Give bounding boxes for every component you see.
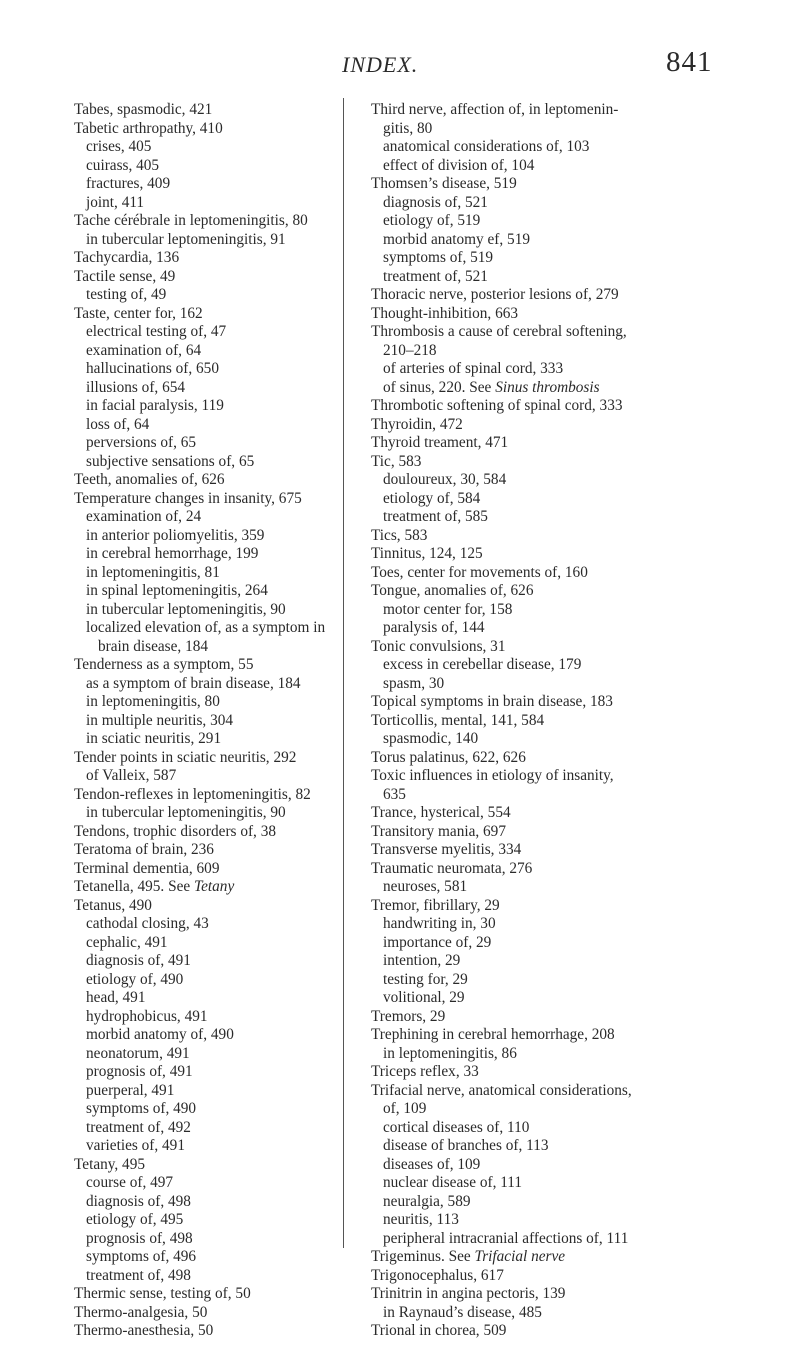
index-entry (371, 897, 731, 916)
index-entry (74, 1230, 364, 1249)
index-entry (74, 601, 364, 620)
index-entry-text: symptoms of, 490 (86, 1100, 197, 1117)
index-entry-text: Tenderness as a symptom, 55 (74, 656, 254, 673)
index-entry (371, 1174, 731, 1193)
index-entry-text: Thermic sense, testing of, 50 (74, 1285, 251, 1302)
index-entry (74, 1156, 364, 1175)
index-entry (371, 379, 731, 398)
index-entry-text: 635 (383, 785, 406, 803)
index-entry-text: perversions of, 65 (86, 434, 197, 451)
index-entry (371, 157, 731, 176)
page-header (0, 46, 800, 86)
index-entry (74, 416, 364, 435)
index-entry-text: treatment of, 585 (383, 508, 488, 525)
page-number: 841 (666, 46, 713, 78)
index-entry (74, 989, 364, 1008)
index-entry-text: joint, 411 (86, 193, 145, 211)
index-entry-text: nuclear disease of, 111 (383, 1174, 523, 1191)
index-entry (74, 675, 364, 694)
index-entry-text: Temperature changes in insanity, 675 (74, 489, 302, 507)
index-cross-reference: Trifacial nerve (474, 1248, 566, 1265)
index-entry-text: Trifacial nerve, anatomical considerations, (371, 1081, 632, 1099)
index-entry-text: Tetanus, 490 (74, 896, 152, 914)
index-entry (74, 360, 364, 379)
index-entry (371, 268, 731, 287)
index-entry (371, 619, 731, 638)
running-title: INDEX. (342, 52, 419, 77)
index-entry-text: hydrophobicus, 491 (86, 1007, 208, 1025)
index-entry-text: morbid anatomy of, 490 (86, 1026, 234, 1043)
index-entry (74, 1193, 364, 1212)
index-entry-text: treatment of, 492 (86, 1118, 191, 1136)
index-entry-text: anatomical considerations of, 103 (383, 138, 590, 155)
index-entry (371, 1100, 731, 1119)
index-entry-text: prognosis of, 498 (86, 1229, 193, 1247)
index-entry-text: Thomsen’s disease, 519 (371, 175, 517, 192)
index-entry-text: Torus palatinus, 622, 626 (371, 748, 526, 766)
index-entry (74, 656, 364, 675)
index-entry (74, 138, 364, 157)
index-entry (74, 1304, 364, 1323)
index-entry-text: Tremor, fibrillary, 29 (371, 896, 500, 914)
index-entry (74, 952, 364, 971)
index-entry (74, 1285, 364, 1304)
index-entry-text: Topical symptoms in brain disease, 183 (371, 693, 613, 710)
index-entry-text: in spinal leptomeningitis, 264 (86, 582, 268, 599)
index-entry (74, 841, 364, 860)
index-entry-text: puerperal, 491 (86, 1081, 175, 1099)
index-entry-text: of arteries of spinal cord, 333 (383, 360, 564, 377)
index-entry (371, 1026, 731, 1045)
index-entry-text: head, 491 (86, 989, 146, 1006)
index-entry-text: testing for, 29 (383, 970, 468, 988)
index-entry-text: fractures, 409 (86, 175, 171, 192)
index-entry-text: motor center for, 158 (383, 600, 513, 618)
index-entry (371, 1137, 731, 1156)
index-entry (371, 1119, 731, 1138)
index-entry (74, 101, 364, 120)
index-entry (371, 1211, 731, 1230)
index-entry-text: in sciatic neuritis, 291 (86, 730, 222, 747)
index-entry (74, 249, 364, 268)
index-entry (371, 120, 731, 139)
index-entry-text: Traumatic neuromata, 276 (371, 859, 533, 877)
index-entry-text: volitional, 29 (383, 989, 465, 1006)
index-entry-text: Tabes, spasmodic, 421 (74, 101, 213, 118)
index-entry-text: cuirass, 405 (86, 156, 160, 174)
index-entry (74, 527, 364, 546)
index-entry (74, 878, 364, 897)
index-entry (371, 1267, 731, 1286)
index-entry (371, 397, 731, 416)
index-entry-text: diseases of, 109 (383, 1155, 481, 1173)
index-entry-text: treatment of, 498 (86, 1266, 191, 1284)
index-entry-text: Thrombosis a cause of cerebral softening, (371, 323, 627, 340)
index-entry-text: Transverse myelitis, 334 (371, 841, 522, 858)
index-entry (371, 934, 731, 953)
index-entry-text: hallucinations of, 650 (86, 360, 219, 377)
index-entry-text: subjective sensations of, 65 (86, 452, 255, 470)
index-entry-text: effect of division of, 104 (383, 156, 535, 174)
index-entry-text: as a symptom of brain disease, 184 (86, 674, 301, 692)
index-entry (371, 175, 731, 194)
index-entry (371, 194, 731, 213)
index-entry (74, 212, 364, 231)
index-entry-text: Third nerve, affection of, in leptomenin- (371, 101, 619, 118)
index-entry-text: examination of, 64 (86, 341, 202, 359)
index-entry-text: of Valleix, 587 (86, 767, 177, 784)
index-entry (371, 638, 731, 657)
index-entry (74, 564, 364, 583)
index-entry-text: prognosis of, 491 (86, 1063, 193, 1080)
index-entry (74, 767, 364, 786)
index-entry (371, 342, 731, 361)
index-entry-text: course of, 497 (86, 1174, 174, 1191)
index-entry-text: Tongue, anomalies of, 626 (371, 582, 534, 599)
index-entry (74, 545, 364, 564)
index-entry (74, 693, 364, 712)
index-entry-text: Tonic convulsions, 31 (371, 637, 506, 655)
index-entry-text: Tendon-reflexes in leptomeningitis, 82 (74, 785, 311, 803)
index-entry-text: Taste, center for, 162 (74, 304, 203, 322)
index-entry (74, 342, 364, 361)
index-entry (371, 490, 731, 509)
index-entry-text: Thyroidin, 472 (371, 415, 463, 433)
index-entry (371, 286, 731, 305)
index-entry (74, 397, 364, 416)
index-entry-text: cephalic, 491 (86, 933, 168, 951)
index-entry (371, 804, 731, 823)
index-entry-text: in anterior poliomyelitis, 359 (86, 526, 265, 544)
index-entry-text: in tubercular leptomeningitis, 91 (86, 230, 286, 248)
index-entry-text: Toes, center for movements of, 160 (371, 563, 588, 581)
index-entry-text: Tachycardia, 136 (74, 249, 180, 266)
index-column-left (74, 101, 364, 1341)
index-entry (371, 1008, 731, 1027)
index-entry (371, 212, 731, 231)
index-entry-text: diagnosis of, 498 (86, 1192, 191, 1210)
index-entry-text: illusions of, 654 (86, 378, 186, 396)
index-entry-text: testing of, 49 (86, 286, 167, 303)
index-entry-text: in cerebral hemorrhage, 199 (86, 545, 259, 562)
index-entry (371, 1285, 731, 1304)
index-entry-text: Tabetic arthropathy, 410 (74, 119, 223, 137)
index-entry-text: Thyroid treament, 471 (371, 434, 509, 451)
index-entry (371, 1248, 731, 1267)
index-entry (371, 1193, 731, 1212)
index-entry (74, 1026, 364, 1045)
index-entry-text: handwriting in, 30 (383, 915, 496, 932)
index-entry (74, 823, 364, 842)
index-entry (371, 878, 731, 897)
index-entry (74, 619, 364, 638)
index-entry (371, 1045, 731, 1064)
index-entry (74, 471, 364, 490)
index-entry (371, 989, 731, 1008)
index-entry (74, 1248, 364, 1267)
index-entry (74, 915, 364, 934)
index-entry (74, 434, 364, 453)
index-entry-text: Tics, 583 (371, 526, 428, 544)
index-entry-text: Tender points in sciatic neuritis, 292 (74, 748, 297, 766)
index-entry-text: etiology of, 495 (86, 1211, 184, 1228)
index-entry (371, 730, 731, 749)
index-entry (74, 1082, 364, 1101)
index-entry (74, 1100, 364, 1119)
index-entry-text: cortical diseases of, 110 (383, 1118, 530, 1136)
index-entry-text: Triceps reflex, 33 (371, 1063, 479, 1080)
index-entry-text: diagnosis of, 521 (383, 193, 488, 211)
index-entry-text: examination of, 24 (86, 508, 202, 525)
index-entry (74, 804, 364, 823)
index-entry-text: in leptomeningitis, 81 (86, 563, 220, 581)
index-entry-text: Torticollis, mental, 141, 584 (371, 711, 545, 729)
index-entry-text: Thought-inhibition, 663 (371, 304, 519, 322)
index-entry-text: in multiple neuritis, 304 (86, 711, 234, 729)
index-entry (371, 1063, 731, 1082)
index-entry-text: electrical testing of, 47 (86, 323, 227, 340)
index-entry-text: 210–218 (383, 341, 437, 359)
index-entry-text: gitis, 80 (383, 119, 433, 137)
index-entry (371, 749, 731, 768)
index-entry (74, 490, 364, 509)
index-entry-text: neuroses, 581 (383, 878, 468, 895)
index-entry (74, 1211, 364, 1230)
index-entry-text: Tetanella, 495. See (74, 878, 194, 895)
index-entry-text: spasmodic, 140 (383, 730, 479, 747)
index-entry-text: crises, 405 (86, 138, 152, 155)
index-entry-text: Tic, 583 (371, 452, 422, 470)
index-entry-text: etiology of, 490 (86, 970, 184, 988)
index-entry (74, 120, 364, 139)
index-entry (371, 416, 731, 435)
index-entry-text: Trigeminus. See (371, 1248, 475, 1265)
index-entry-text: Trigonocephalus, 617 (371, 1266, 504, 1284)
index-entry (74, 1008, 364, 1027)
index-entry (74, 786, 364, 805)
index-entry (371, 323, 731, 342)
index-entry-text: of sinus, 220. See (383, 378, 496, 396)
index-entry-text: of, 109 (383, 1100, 427, 1117)
index-entry-text: douloureux, 30, 584 (383, 471, 507, 488)
index-entry-text: Thermo-analgesia, 50 (74, 1303, 208, 1321)
index-entry-text: Tinnitus, 124, 125 (371, 545, 483, 562)
index-entry (74, 1045, 364, 1064)
index-entry-text: etiology of, 519 (383, 212, 481, 229)
index-entry-text: Tendons, trophic disorders of, 38 (74, 822, 277, 840)
index-entry (371, 601, 731, 620)
index-entry-text: Trional in chorea, 509 (371, 1322, 507, 1339)
index-entry (371, 527, 731, 546)
index-entry (371, 1322, 731, 1341)
index-entry (74, 638, 364, 657)
index-entry-text: neuritis, 113 (383, 1211, 459, 1228)
index-entry-text: Thermo-anesthesia, 50 (74, 1322, 214, 1339)
index-column-right (371, 101, 731, 1341)
index-entry (371, 231, 731, 250)
index-entry (74, 1063, 364, 1082)
index-entry (74, 268, 364, 287)
index-entry (74, 1174, 364, 1193)
index-entry (371, 508, 731, 527)
index-entry-text: in leptomeningitis, 80 (86, 693, 220, 710)
index-entry (371, 971, 731, 990)
index-entry-text: Thrombotic softening of spinal cord, 333 (371, 397, 623, 414)
index-entry (371, 582, 731, 601)
index-entry (74, 712, 364, 731)
index-entry (371, 786, 731, 805)
index-entry-text: neonatorum, 491 (86, 1044, 190, 1062)
index-entry (371, 101, 731, 120)
index-entry-text: Tactile sense, 49 (74, 267, 176, 285)
index-entry (74, 1322, 364, 1341)
index-entry (371, 564, 731, 583)
index-entry (371, 434, 731, 453)
index-entry-text: importance of, 29 (383, 933, 492, 951)
index-entry (74, 1267, 364, 1286)
index-entry (371, 1230, 731, 1249)
index-entry-text: Teeth, anomalies of, 626 (74, 471, 225, 488)
index-entry (371, 767, 731, 786)
index-entry-text: Tetany, 495 (74, 1155, 146, 1173)
index-entry-text: treatment of, 521 (383, 267, 488, 285)
index-entry-text: Trance, hysterical, 554 (371, 804, 511, 821)
index-entry-text: cathodal closing, 43 (86, 915, 209, 932)
index-entry-text: diagnosis of, 491 (86, 952, 191, 969)
index-entry (74, 286, 364, 305)
index-entry (371, 545, 731, 564)
index-entry-text: loss of, 64 (86, 415, 150, 433)
index-entry-text: Trinitrin in angina pectoris, 139 (371, 1285, 566, 1302)
index-entry (74, 175, 364, 194)
index-entry-text: Toxic influences in etiology of insanity, (371, 767, 614, 784)
index-entry (74, 323, 364, 342)
index-entry-text: Terminal dementia, 609 (74, 859, 220, 877)
index-entry (371, 915, 731, 934)
index-entry (74, 1137, 364, 1156)
index-entry-text: disease of branches of, 113 (383, 1137, 549, 1154)
index-entry-text: etiology of, 584 (383, 489, 481, 507)
index-entry-text: localized elevation of, as a symptom in (86, 619, 326, 636)
index-entry (74, 582, 364, 601)
index-entry (371, 823, 731, 842)
index-entry (74, 453, 364, 472)
index-entry (74, 749, 364, 768)
index-entry-text: in tubercular leptomeningitis, 90 (86, 600, 286, 618)
index-entry (74, 897, 364, 916)
index-entry (371, 656, 731, 675)
index-entry-text: Thoracic nerve, posterior lesions of, 279 (371, 286, 619, 303)
index-entry (371, 249, 731, 268)
index-entry (371, 1156, 731, 1175)
index-entry-text: peripheral intracranial affections of, 111 (383, 1229, 629, 1247)
index-cross-reference: Tetany (194, 878, 235, 895)
index-entry-text: Trephining in cerebral hemorrhage, 208 (371, 1026, 615, 1043)
index-entry (74, 934, 364, 953)
index-entry (74, 730, 364, 749)
index-entry (371, 675, 731, 694)
index-entry (74, 860, 364, 879)
index-entry (371, 471, 731, 490)
index-entry (371, 712, 731, 731)
index-entry (74, 305, 364, 324)
index-entry (74, 194, 364, 213)
index-entry (371, 305, 731, 324)
index-entry (371, 138, 731, 157)
index-entry-text: in leptomeningitis, 86 (383, 1044, 517, 1062)
index-entry (74, 157, 364, 176)
index-entry (371, 453, 731, 472)
index-entry (74, 231, 364, 250)
index-entry-text: spasm, 30 (383, 674, 445, 692)
index-entry (371, 952, 731, 971)
index-entry-text: intention, 29 (383, 952, 461, 969)
index-entry (371, 860, 731, 879)
index-entry-text: in facial paralysis, 119 (86, 397, 224, 414)
index-entry-text: morbid anatomy ef, 519 (383, 230, 530, 248)
index-entry (371, 693, 731, 712)
index-entry (371, 1304, 731, 1323)
index-entry (371, 360, 731, 379)
index-entry (74, 508, 364, 527)
index-entry-text: Tache cérébrale in leptomeningitis, 80 (74, 212, 308, 229)
index-entry (371, 841, 731, 860)
index-entry-text: Tremors, 29 (371, 1007, 446, 1025)
index-entry-text: Teratoma of brain, 236 (74, 841, 214, 858)
index-entry-text: varieties of, 491 (86, 1137, 185, 1154)
index-entry-text: symptoms of, 496 (86, 1248, 197, 1265)
index-entry (74, 379, 364, 398)
index-entry-text: Transitory mania, 697 (371, 822, 506, 840)
index-entry-text: brain disease, 184 (98, 637, 209, 655)
index-entry-text: symptoms of, 519 (383, 249, 494, 266)
index-entry (74, 971, 364, 990)
index-cross-reference: Sinus thrombosis (495, 378, 600, 396)
index-entry (74, 1119, 364, 1138)
index-entry (371, 1082, 731, 1101)
index-entry-text: neuralgia, 589 (383, 1192, 471, 1210)
index-entry-text: paralysis of, 144 (383, 619, 485, 636)
index-entry-text: in tubercular leptomeningitis, 90 (86, 804, 286, 821)
index-entry-text: in Raynaud’s disease, 485 (383, 1303, 542, 1321)
index-entry-text: excess in cerebellar disease, 179 (383, 656, 582, 673)
